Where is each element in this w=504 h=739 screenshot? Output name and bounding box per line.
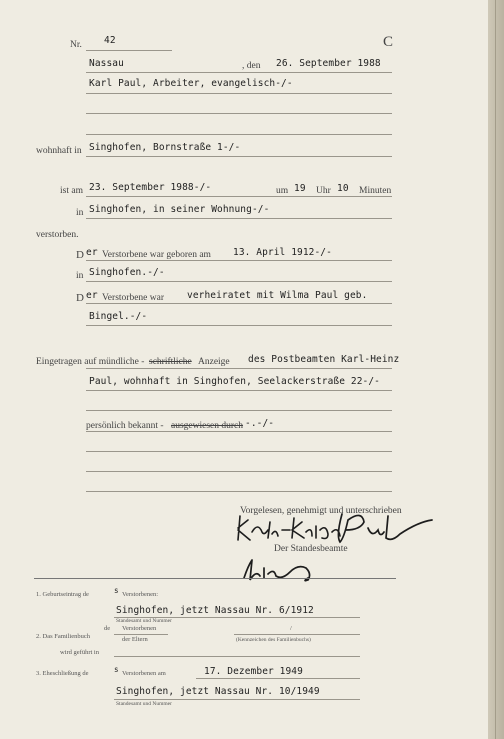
nr-label: Nr. xyxy=(70,40,82,50)
marriage-date: 17. Dezember 1949 xyxy=(204,666,303,677)
de-label: de xyxy=(104,625,111,632)
rule xyxy=(86,410,392,411)
rule xyxy=(86,134,392,135)
uhr-label: Uhr xyxy=(316,186,331,196)
death-place: Singhofen, in seiner Wohnung-/- xyxy=(89,204,270,215)
rule xyxy=(86,431,392,432)
birth-date: 13. April 1912-/- xyxy=(233,247,332,258)
vorgelesen-label: Vorgelesen, genehmigt und unterschrieben xyxy=(240,506,402,516)
eltern-option: der Eltern xyxy=(122,636,148,643)
page-fold-line xyxy=(495,0,496,739)
er-inserted-2: er xyxy=(86,290,98,301)
kennzeichen-note: (Kennzeichen des Familienbuchs) xyxy=(236,637,311,643)
rule xyxy=(196,678,360,679)
registry-date: 26. September 1988 xyxy=(276,58,381,69)
marital-status-2: Bingel.-/- xyxy=(89,311,148,322)
reporter-line-2: Paul, wohnhaft in Singhofen, Seelackerstraße 22-/- xyxy=(89,376,380,387)
rule xyxy=(86,325,392,326)
d-label-2: D xyxy=(76,292,84,304)
ist-am-label: ist am xyxy=(60,186,83,196)
standesamt-note-2: Standesamt und Nummer xyxy=(116,701,172,707)
rule xyxy=(86,260,392,261)
den-label: , den xyxy=(242,61,261,71)
birth-entry-value: Singhofen, jetzt Nassau Nr. 6/1912 xyxy=(116,605,314,616)
deceased-name-line: Karl Paul, Arbeiter, evangelisch-/- xyxy=(89,78,293,89)
reporter-line-1: des Postbeamten Karl-Heinz xyxy=(248,354,400,365)
entry-number: 42 xyxy=(104,35,116,46)
page-edge xyxy=(488,0,504,739)
geburtseintrag-suffix: Verstorbenen: xyxy=(122,591,159,598)
rule xyxy=(86,451,392,452)
geburtseintrag-label: 1. Geburtseintrag de xyxy=(36,591,89,598)
eheschliessung-label: 3. Eheschließung de xyxy=(36,670,89,677)
death-minutes: 10 xyxy=(337,183,349,194)
reporter-signature xyxy=(232,508,442,548)
d-label: D xyxy=(76,249,84,261)
footer-separator xyxy=(34,578,396,579)
war-label: Verstorbene war xyxy=(102,293,164,303)
residence-value: Singhofen, Bornstraße 1-/- xyxy=(89,142,241,153)
anzeige-label: Anzeige xyxy=(198,357,230,367)
rule xyxy=(86,471,392,472)
struck-ausgewiesen: ausgewiesen durch xyxy=(171,421,244,431)
um-label: um xyxy=(276,186,289,196)
rule xyxy=(86,113,392,114)
registrar-signature xyxy=(238,556,328,584)
rule xyxy=(114,699,360,700)
minuten-label: Minuten xyxy=(359,186,392,196)
struck-schriftliche: schriftliche xyxy=(149,357,192,367)
registry-place: Nassau xyxy=(89,58,124,69)
marriage-entry-value: Singhofen, jetzt Nassau Nr. 10/1949 xyxy=(116,686,320,697)
geburtseintrag-s: s xyxy=(114,586,119,595)
rule xyxy=(86,196,392,197)
eheschliessung-s: s xyxy=(114,665,119,674)
rule xyxy=(86,491,392,492)
rule xyxy=(86,368,392,369)
death-date: 23. September 1988-/- xyxy=(89,182,212,193)
rule xyxy=(86,303,392,304)
rule xyxy=(86,72,392,73)
eheschliessung-suffix: Verstorbenen am xyxy=(122,670,166,677)
rule xyxy=(86,218,392,219)
standesamt-note-1: Standesamt und Nummer xyxy=(116,618,172,624)
register-letter: C xyxy=(383,34,394,50)
rule xyxy=(86,156,392,157)
eingetragen-label: Eingetragen auf mündliche - xyxy=(36,357,145,367)
death-in-label: in xyxy=(76,208,84,218)
nr-rule xyxy=(86,50,172,51)
rule xyxy=(86,281,392,282)
rule xyxy=(114,634,168,635)
familienbuch-slash: / xyxy=(290,625,292,632)
bekannt-suffix: -.-/- xyxy=(245,418,275,429)
gefuehrt-label: wird geführt in xyxy=(60,649,99,656)
bekannt-label: persönlich bekannt - xyxy=(86,421,164,431)
er-inserted: er xyxy=(86,247,98,258)
verstorbenen-option: Verstorbenen xyxy=(122,625,157,632)
familienbuch-label: 2. Das Familienbuch xyxy=(36,633,90,640)
rule xyxy=(86,93,392,94)
death-hour: 19 xyxy=(294,183,306,194)
rule xyxy=(114,656,360,657)
marital-status: verheiratet mit Wilma Paul geb. xyxy=(187,290,368,301)
rule xyxy=(234,634,360,635)
standesbeamte-label: Der Standesbeamte xyxy=(274,544,348,554)
verstorben-label: verstorben. xyxy=(36,230,79,240)
wohnhaft-label: wohnhaft in xyxy=(36,146,82,156)
geboren-label: Verstorbene war geboren am xyxy=(102,250,211,260)
birth-in-label: in xyxy=(76,271,84,281)
birth-place: Singhofen.-/- xyxy=(89,267,165,278)
rule xyxy=(86,390,392,391)
